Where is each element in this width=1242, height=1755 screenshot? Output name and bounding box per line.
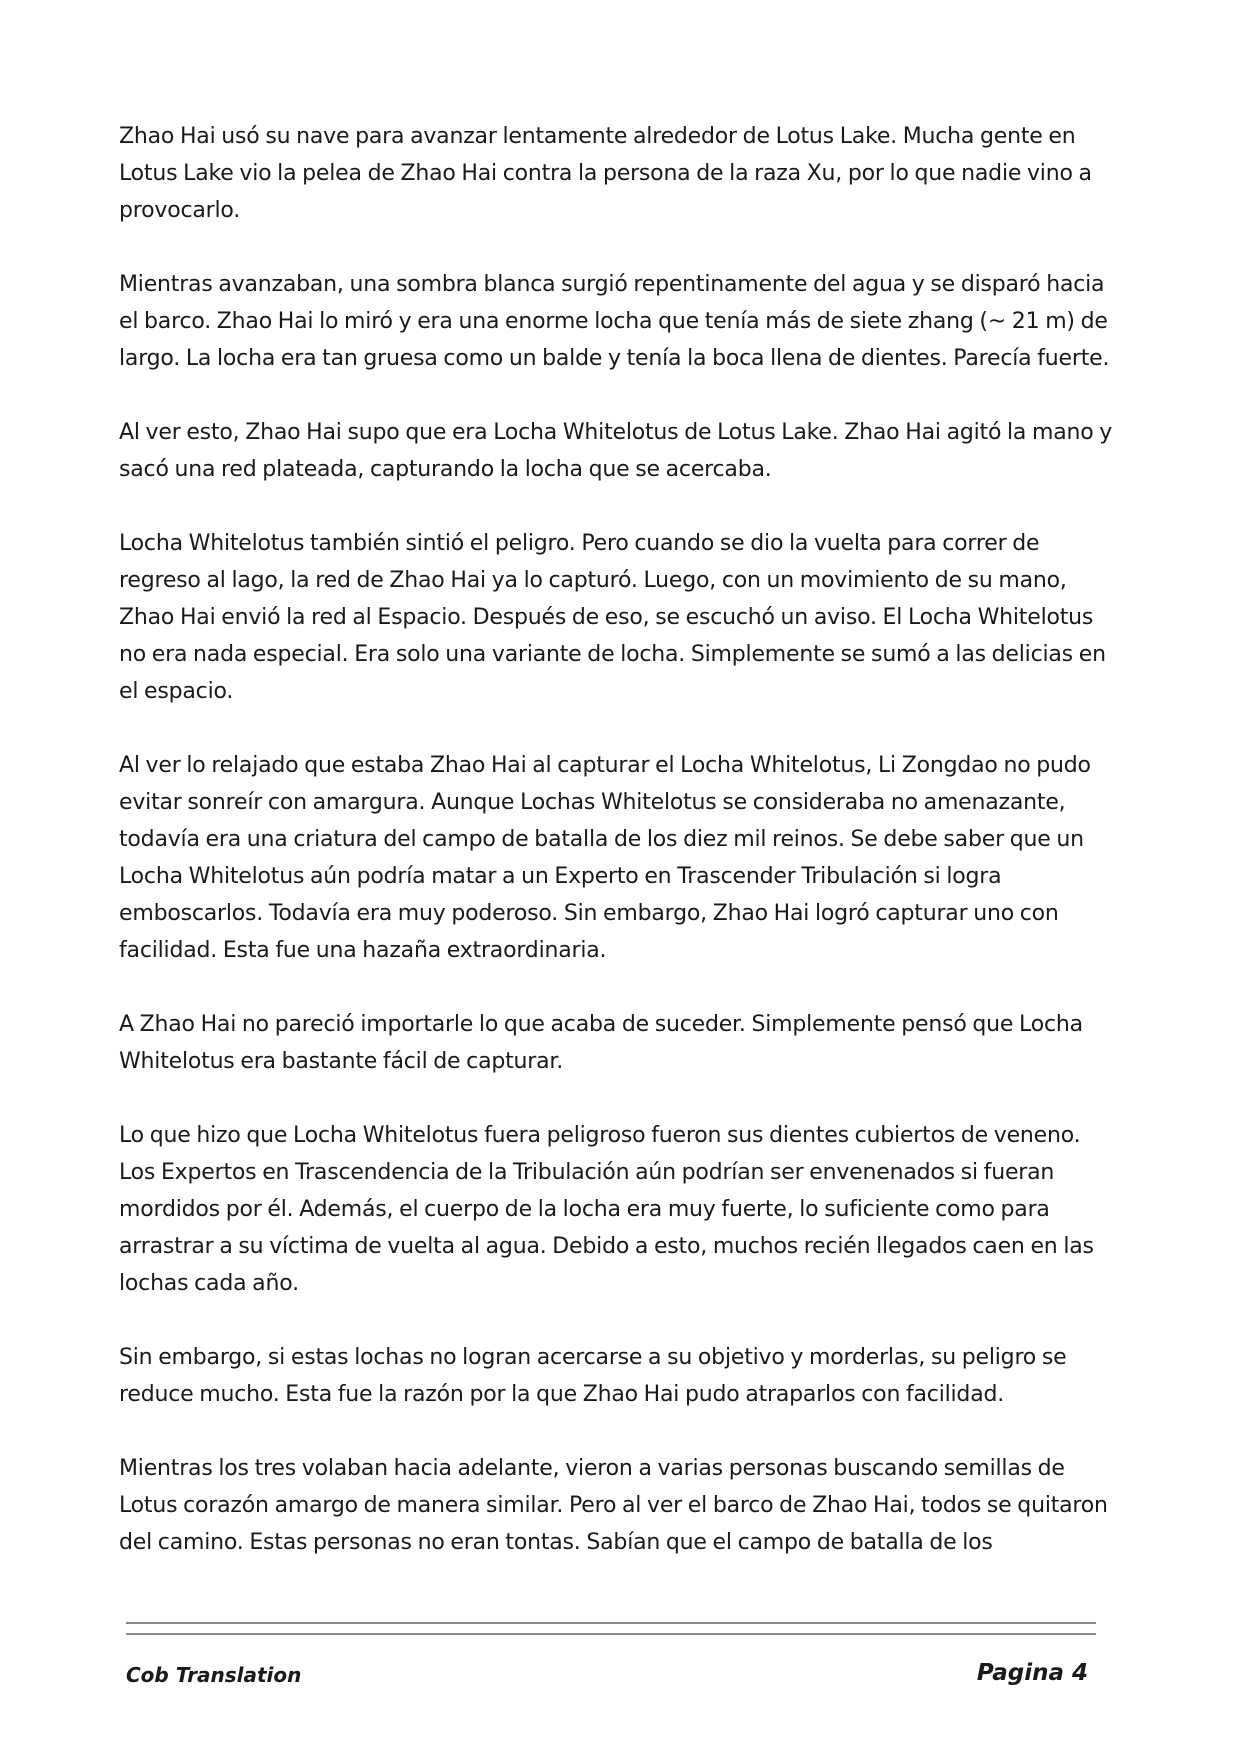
- paragraph: Al ver esto, Zhao Hai supo que era Locha Whitelotus de Lotus Lake. Zhao Hai agitó la mano y sacó una red plateada, capturando la locha que se acercaba.: [119, 420, 1113, 482]
- paragraph: Locha Whitelotus también sintió el peligro. Pero cuando se dio la vuelta para correr de regreso al lago, la red de Zhao Hai ya lo capturó. Luego, con un movimiento de su mano, Zhao Hai envió la red al Espacio. Después de eso, se escuchó un aviso. El Locha Whitelotus no era nada especial. Era solo una variante de locha. Simplemente se sumó a las delicias en el espacio.: [119, 531, 1106, 704]
- paragraph: Mientras avanzaban, una sombra blanca surgió repentinamente del agua y se disparó hacia el barco. Zhao Hai lo miró y era una enorme locha que tenía más de siete zhang (~ 21 m) de largo. La locha era tan gruesa como un balde y tenía la boca llena de dientes. Parecía fuerte.: [119, 272, 1110, 371]
- paragraph: Al ver lo relajado que estaba Zhao Hai al capturar el Locha Whitelotus, Li Zongdao no pudo evitar sonreír con amargura. Aunque Lochas Whitelotus se consideraba no amenazante, todavía era una criatura del campo de batalla de los diez mil reinos. Se debe saber que un Locha Whitelotus aún podría matar a un Experto en Trascender Tribulación si logra emboscarlos. Todavía era muy poderoso. Sin embargo, Zhao Hai logró capturar uno con facilidad. Esta fue una hazaña extraordinaria.: [119, 753, 1091, 963]
- footer-translator-name: Cob Translation: [126, 1663, 302, 1687]
- footer-page-number: Pagina 4: [976, 1660, 1088, 1686]
- paragraph: Sin embargo, si estas lochas no logran acercarse a su objetivo y morderlas, su peligro se reduce mucho. Esta fue la razón por la que Zhao Hai pudo atraparlos con facilidad.: [119, 1345, 1067, 1407]
- paragraph: Mientras los tres volaban hacia adelante, vieron a varias personas buscando semillas de Lotus corazón amargo de manera similar. Pero al ver el barco de Zhao Hai, todos se quitaron del camino. Estas personas no eran tontas. Sabían que el campo de batalla de los: [119, 1456, 1108, 1555]
- paragraph: A Zhao Hai no pareció importarle lo que acaba de suceder. Simplemente pensó que Locha Whitelotus era bastante fácil de capturar.: [119, 1012, 1083, 1074]
- document-body: [119, 118, 1119, 1598]
- footer-divider-bottom: [126, 1633, 1096, 1635]
- paragraph: Zhao Hai usó su nave para avanzar lentamente alrededor de Lotus Lake. Mucha gente en Lotus Lake vio la pelea de Zhao Hai contra la persona de la raza Xu, por lo que nadie vino a provocarlo.: [119, 124, 1092, 223]
- paragraph: Lo que hizo que Locha Whitelotus fuera peligroso fueron sus dientes cubiertos de veneno. Los Expertos en Trascendencia de la Tribulación aún podrían ser envenenados si fueran mordidos por él. Además, el cuerpo de la locha era muy fuerte, lo suficiente como para arrastrar a su víctima de vuelta al agua. Debido a esto, muchos recién llegados caen en las lochas cada año.: [119, 1123, 1094, 1296]
- footer-divider-top: [126, 1622, 1096, 1624]
